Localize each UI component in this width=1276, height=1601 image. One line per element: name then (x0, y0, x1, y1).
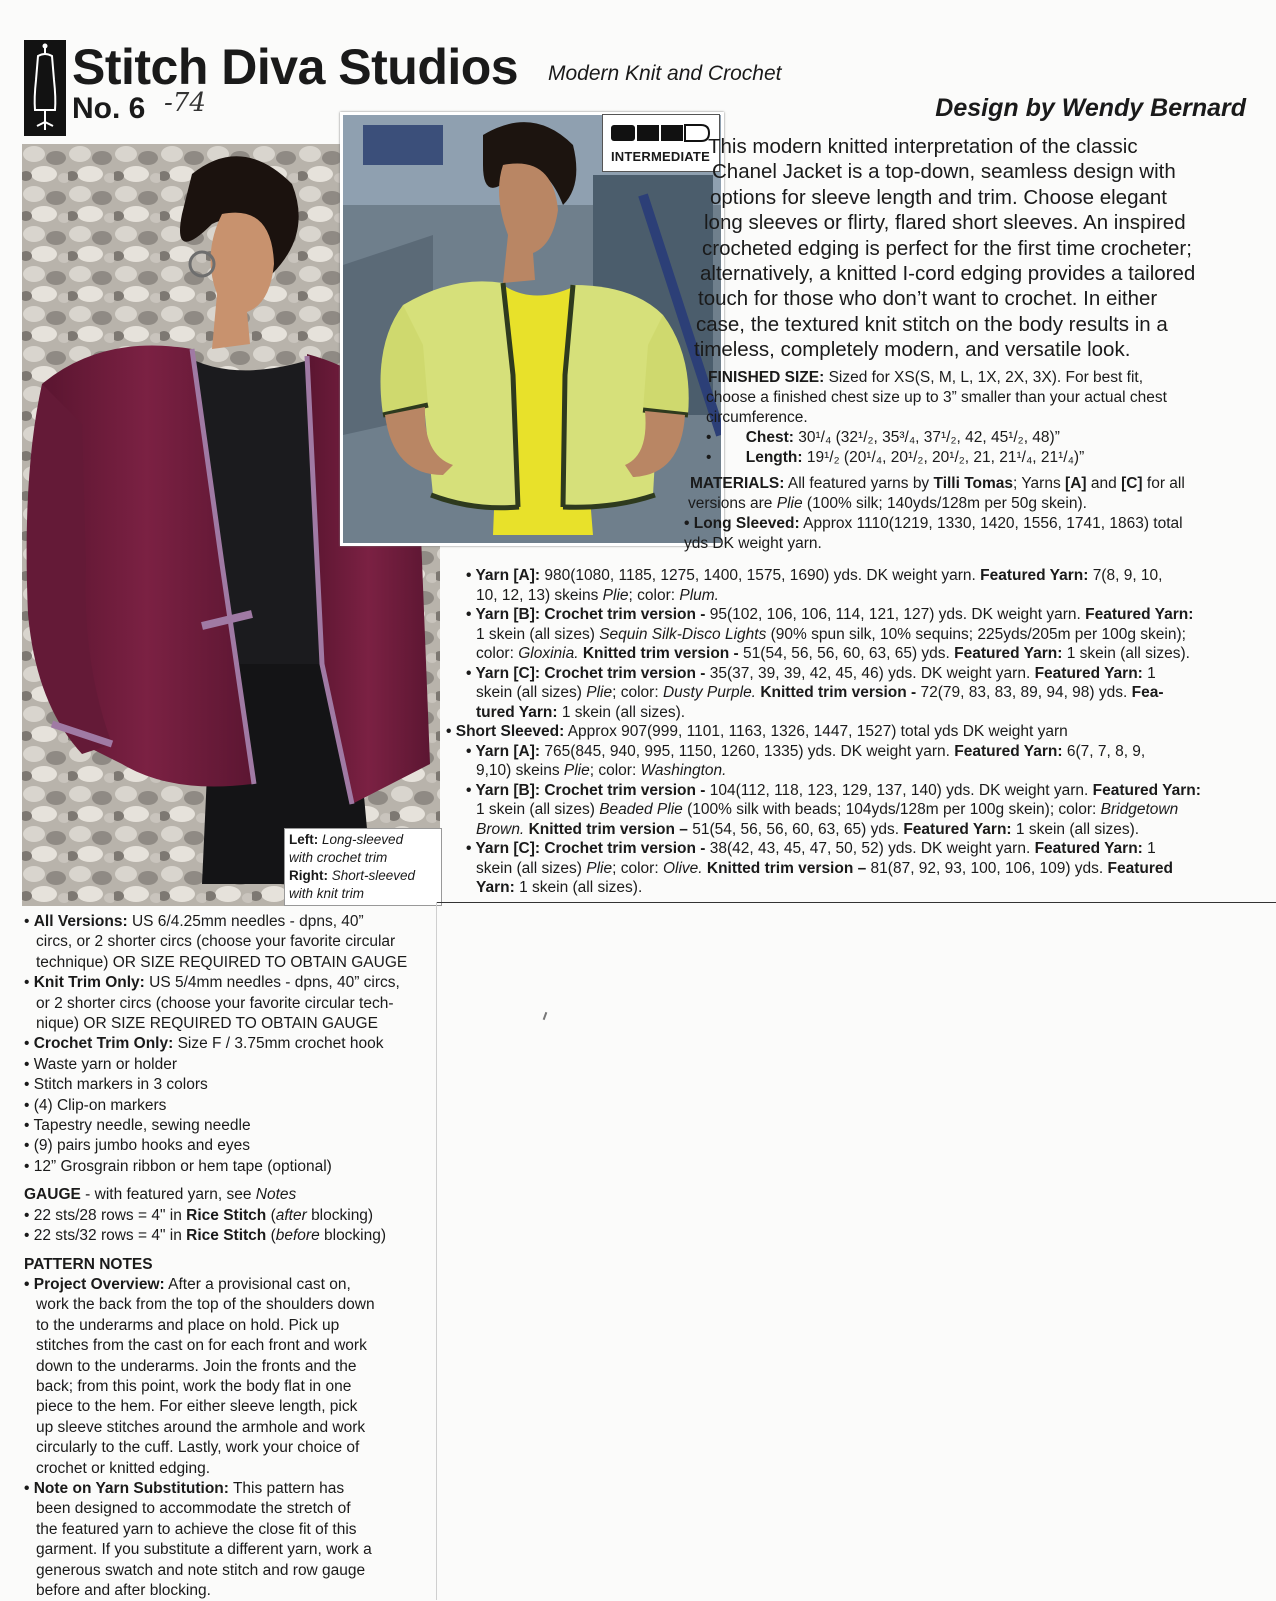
yarn-b-text: 104(112, 118, 123, 129, 137, 140) yds. DK weight yarn. (709, 781, 1089, 799)
intro-line: timeless, completely modern, and versatile look. (694, 338, 1131, 362)
materials-label: MATERIALS: (690, 475, 785, 492)
column-divider (436, 902, 437, 1600)
featured-yarn-label: Featured Yarn: (1085, 606, 1194, 623)
pattern-notes-heading: PATTERN NOTES (24, 1255, 153, 1273)
tool-item: • 12” Grosgrain ribbon or hem tape (optional) (24, 1157, 332, 1175)
featured-yarn-label: Fea- (1131, 684, 1164, 701)
yarn-color-label: ; color: (612, 859, 659, 877)
gauge-row: • 22 sts/32 rows = 4" in (24, 1227, 182, 1245)
finished-size-text-2: choose a finished chest size up to 3” smaller than your actual chest (706, 389, 1167, 406)
knitted-trim-yds: 51(54, 56, 56, 60, 63, 65) yds. (743, 645, 950, 662)
caption-left-text: Long-sleeved (322, 832, 404, 847)
length-value: 19¹/₂ (20¹/₄, 20¹/₂, 20¹/₂, 21, 21¹/₄, 21¹/₄)” (806, 449, 1085, 466)
handwritten-note: -74 (164, 88, 206, 118)
gauge-paren: ( (270, 1206, 276, 1224)
brand-title: Stitch Diva Studios (72, 39, 519, 95)
tool-item: • Waste yarn or holder (24, 1055, 178, 1073)
yarn-color: Olive. (662, 859, 703, 877)
yarn-name: Plie (586, 684, 613, 701)
yarn-name: Beaded Plie (599, 801, 683, 818)
note-line: back; from this point, work the body flat in one (36, 1377, 352, 1395)
note-line: garment. If you substitute a different yarn, work a (36, 1541, 372, 1559)
tool-text: US 6/4.25mm needles - dpns, 40” (131, 913, 364, 930)
yarn-a-skeins: 7(8, 9, 10, (1092, 567, 1163, 584)
yarn-b-skein: 1 skein (all sizes) (476, 801, 595, 818)
materials-text: versions are (688, 495, 773, 512)
yarn-color: Gloxinia. (518, 645, 579, 662)
yarn-name: Plie (586, 859, 613, 877)
section-divider (436, 902, 1276, 903)
note-line: work the back from the top of the shoulders down (36, 1296, 375, 1314)
long-sleeved-text-2: yds DK weight yarn. (684, 535, 822, 552)
featured-yarn-label: Yarn: (476, 879, 515, 896)
yarn-c-text: 35(37, 39, 39, 42, 45, 46) yds. DK weight yarn. (709, 664, 1031, 682)
gauge-text: - with featured yarn, see (85, 1186, 252, 1204)
intro-line: long sleeves or flirty, flared short sleeves. An inspired (704, 211, 1186, 235)
materials-section (446, 566, 1252, 898)
note-line: piece to the hem. For either sleeve length, pick (36, 1398, 358, 1416)
featured-yarn-label: Featured Yarn: (980, 567, 1089, 584)
long-sleeved-text: Approx 1110(1219, 1330, 1420, 1556, 1741, 1863) total (803, 515, 1183, 532)
knitted-trim-label: Knitted trim version – (528, 820, 688, 838)
gauge-paren: ( (270, 1227, 276, 1245)
note-line: generous swatch and note stitch and row gauge (36, 1561, 366, 1579)
yarn-a-label: • Yarn [A]: (466, 567, 541, 584)
featured-yarn-label: Featured Yarn: (954, 742, 1063, 760)
materials-yarn-c: [C] (1121, 475, 1143, 492)
length-label: Length: (745, 449, 803, 466)
tool-item: • Tapestry needle, sewing needle (24, 1117, 251, 1135)
yarn-b-spec: (100% silk with beads; 104yds/128m per 100g skein); color: (687, 801, 1097, 818)
knitted-trim-label: Knitted trim version - (582, 645, 739, 662)
stitch-name: Rice Stitch (186, 1206, 267, 1224)
logo-mannequin-icon (24, 40, 66, 136)
yarn-c-text: 38(42, 43, 45, 47, 50, 52) yds. DK weight yarn. (709, 840, 1031, 857)
tool-text: nique) OR SIZE REQUIRED TO OBTAIN GAUGE (36, 1015, 378, 1033)
skill-level-bars-icon (611, 123, 711, 143)
intro-line: This modern knitted interpretation of the classic (708, 135, 1138, 158)
stitch-name: Rice Stitch (186, 1227, 267, 1245)
gauge-when: after (275, 1206, 307, 1224)
featured-yarn-label: Featured Yarn: (1092, 781, 1201, 799)
knitted-trim-label: Knitted trim version – (706, 859, 867, 877)
featured-yarn-label: Featured Yarn: (1034, 840, 1143, 857)
note-line: This pattern has (232, 1479, 345, 1497)
finished-size-text-3: circumference. (706, 409, 808, 426)
note-line: crochet or knitted edging. (36, 1459, 211, 1477)
materials-text: for all (1146, 475, 1185, 492)
yarn-color-label: ; color: (612, 684, 659, 701)
yarn-a-skeins: 6(7, 7, 8, 9, (1066, 742, 1146, 760)
tool-item: • (4) Clip-on markers (24, 1096, 167, 1114)
yarn-c-skein: skein (all sizes) (476, 859, 582, 877)
gauge-label: GAUGE (24, 1186, 81, 1204)
yarn-color: Brown. (476, 820, 525, 838)
tool-text: technique) OR SIZE REQUIRED TO OBTAIN GAUGE (36, 953, 408, 971)
gauge-notes-ref: Notes (255, 1186, 297, 1204)
yarn-color: Dusty Purple. (662, 684, 756, 701)
chest-value: 30¹/₄ (32¹/₂, 35³/₄, 37¹/₂, 42, 45¹/₂, 48)” (798, 429, 1060, 446)
note-line: circularly to the cuff. Lastly, work your choice of (36, 1439, 360, 1457)
short-sleeved-label: • Short Sleeved: (446, 723, 565, 740)
yarn-c-label: • Yarn [C]: Crochet trim version - (466, 840, 706, 857)
materials-brand: Tilli Tomas (933, 475, 1014, 492)
yarn-b-label: • Yarn [B]: Crochet trim version - (466, 781, 706, 799)
yarn-color: Washington. (640, 762, 727, 779)
note-line: up sleeve stitches around the armhole and work (36, 1418, 366, 1436)
intro-line: crocheted edging is perfect for the first time crocheter; (702, 236, 1192, 260)
materials-plie: Plie (776, 495, 803, 512)
tool-label: Crochet Trim Only: (33, 1035, 174, 1053)
yarn-color: Plum. (679, 586, 719, 604)
note-line: After a provisional cast on, (168, 1275, 351, 1293)
long-sleeved-label: • Long Sleeved: (684, 515, 800, 532)
yarn-a-text: 980(1080, 1185, 1275, 1400, 1575, 1690) yds. DK weight yarn. (544, 567, 976, 584)
tools-and-notes-column: • All Versions: US 6/4.25mm needles - dpns, 40” circs, or 2 shorter circs (choose your favorite circular technique) OR SIZE REQUIRED TO OBTAIN GAUGE • Knit Trim Only: US 5/4mm needles - dpns, 40” circs, or 2 shorter circs (choose your favorite circular tech- nique) OR SIZE REQUIRED TO OBTAIN GAUGE • Crochet Trim Only: Size F / 3.75mm crochet hook • Waste yarn or holder • Stitch markers in 3 colors • (4) Clip-on markers • Tapestry needle, sewing needle • (9) pairs jumbo hooks and eyes • 12” Grosgrain ribbon or hem tape (optional) GAUGE - with featured yarn, see Notes • 22 sts/28 rows = 4" in Rice Stitch (after blocking) • 22 sts/32 rows = 4" in Rice Stitch (before blocking) PATTERN NOTES • Project Overview: After a provisional cast on, work the back from the top of the shoulders down to the underarms and place on hold. Pick up stitches from the cast on for each front and work down to the underarms. Join the fronts and the back; from this point, work the body flat in one piece to the hem. For either sleeve length, pick up sleeve stitches around the armhole and work circularly to the cuff. Lastly, work your choice of crochet or knitted edging. • Note on Yarn Substitution: This pattern has been designed to accommodate the stretch of the featured yarn to achieve the close fit of this garment. If you substitute a different yarn, work a generous swatch and note stitch and row gauge before and after blocking. (24, 912, 436, 1601)
note-line: been designed to accommodate the stretch of (36, 1500, 351, 1518)
knitted-trim-yds: 72(79, 83, 83, 89, 94, 98) yds. (920, 684, 1128, 701)
skein-count: 1 (1147, 664, 1156, 682)
yarn-a-skeins-2: 10, 12, 13) skeins (476, 586, 599, 604)
yarn-a-text: 765(845, 940, 995, 1150, 1260, 1335) yds. DK weight yarn. (544, 742, 950, 760)
note-line: stitches from the cast on for each front and work (36, 1337, 367, 1355)
caption-right-label: Right: (289, 868, 328, 883)
designer-byline: Design by Wendy Bernard (935, 94, 1246, 122)
yarn-name: Sequin Silk-Disco Lights (599, 625, 767, 643)
note-line: down to the underarms. Join the fronts and the (36, 1357, 357, 1375)
yarn-substitution-label: • Note on Yarn Substitution: (24, 1479, 229, 1497)
knitted-trim-yds: 51(54, 56, 56, 60, 63, 65) yds. (692, 820, 900, 838)
gauge-blocking: blocking) (324, 1227, 387, 1245)
intro-line: touch for those who don’t want to crochet. In either (698, 287, 1158, 311)
finished-size-section: FINISHED SIZE: Sized for XS(S, M, L, 1X, 2X, 3X). For best fit, choose a finished chest size up to 3” smaller than your actual chest circumference. • Chest: 30¹/₄ (32¹/₂, 35³/₄, 37¹/₂, 42, 45¹/₂, 48)” • Length: 19¹/₂ (20¹/₄, 20¹/₂, 20¹/₂, 21, 21¹/₄, 21¹/₄)” MATERIALS: All featured yarns by Tilli Tomas; Yarns [A] and [C] for all versions are Plie (100% silk; 140yds/128m per 50g skein). • Long Sleeved: Approx 1110(1219, 1330, 1420, 1556, 1741, 1863) total yds DK weight yarn. (690, 368, 1250, 554)
yarn-color-label: color: (476, 645, 514, 662)
skein-count: 1 skein (all sizes). (519, 879, 643, 896)
yarn-b-skein: 1 skein (all sizes) (476, 625, 595, 643)
skein-count: 1 skein (all sizes). (1066, 645, 1190, 662)
yarn-a-label: • Yarn [A]: (466, 742, 541, 760)
intro-line: options for sleeve length and trim. Choose elegant (710, 185, 1167, 209)
tool-item: • (9) pairs jumbo hooks and eyes (24, 1137, 250, 1155)
caption-right-text: Short-sleeved (331, 868, 416, 883)
chest-label: Chest: (745, 429, 794, 446)
materials-text: ; Yarns (1013, 475, 1061, 492)
finished-size-label: FINISHED SIZE: (708, 369, 825, 386)
gauge-row: • 22 sts/28 rows = 4" in (24, 1206, 182, 1224)
tool-text: US 5/4mm needles - dpns, 40” circs, (149, 974, 400, 992)
featured-yarn-label: Featured Yarn: (1034, 664, 1143, 682)
knitted-trim-label: Knitted trim version - (760, 684, 917, 701)
yarn-b-spec: (90% spun silk, 10% sequins; 225yds/205m per 100g skein); (770, 625, 1186, 643)
caption-right-text-2: with knit trim (289, 886, 365, 901)
intro-line: alternatively, a knitted I-cord edging provides a tailored (700, 262, 1196, 286)
photo-caption (284, 828, 442, 906)
brand-tagline: Modern Knit and Crochet (548, 62, 782, 85)
tool-text: Size F / 3.75mm crochet hook (177, 1035, 384, 1053)
yarn-color-label: ; color: (589, 762, 637, 779)
materials-text: All featured yarns by (787, 475, 930, 492)
intro-line: case, the textured knit stitch on the body results in a (696, 312, 1168, 336)
yarn-c-skein: skein (all sizes) (476, 684, 582, 701)
yarn-b-text: 95(102, 106, 106, 114, 121, 127) yds. DK weight yarn. (709, 606, 1081, 623)
note-line: the featured yarn to achieve the close fit of this (36, 1520, 357, 1538)
caption-left-text-2: with crochet trim (289, 850, 388, 865)
yarn-name: Plie (602, 586, 629, 604)
tool-text: or 2 shorter circs (choose your favorite circular tech- (36, 994, 394, 1012)
note-line: before and after blocking. (36, 1582, 211, 1599)
skill-level-label: INTERMEDIATE (611, 149, 710, 164)
note-line: to the underarms and place on hold. Pick up (36, 1316, 340, 1334)
tool-label: Knit Trim Only: (33, 974, 145, 992)
photo-short-sleeved-cardigan (340, 112, 724, 546)
skein-count: 1 (1147, 840, 1156, 857)
featured-yarn-label: tured Yarn: (476, 703, 558, 721)
featured-yarn-label: Featured Yarn: (903, 820, 1012, 838)
yarn-b-label: • Yarn [B]: Crochet trim version - (466, 606, 706, 623)
yarn-name: Plie (563, 762, 590, 779)
tool-label: All Versions: (33, 913, 128, 930)
yarn-c-label: • Yarn [C]: Crochet trim version - (466, 664, 706, 682)
featured-yarn-label: Featured Yarn: (954, 645, 1063, 662)
finished-size-text: Sized for XS(S, M, L, 1X, 2X, 3X). For best fit, (828, 369, 1143, 386)
materials-yarn-a: [A] (1065, 475, 1087, 492)
project-overview-label: • Project Overview: (24, 1275, 165, 1293)
featured-yarn-label: Featured (1107, 859, 1173, 877)
yarn-color-label: ; color: (628, 586, 676, 604)
gauge-when: before (275, 1227, 320, 1245)
skein-count: 1 skein (all sizes). (561, 703, 686, 721)
intro-paragraph (694, 134, 1266, 363)
materials-text: and (1090, 475, 1117, 492)
paper-speck (543, 1012, 548, 1020)
issue-number: No. 6 (72, 92, 146, 125)
skein-count: 1 skein (all sizes). (1015, 820, 1140, 838)
knitted-trim-yds: 81(87, 92, 93, 100, 106, 109) yds. (870, 859, 1104, 877)
caption-left-label: Left: (289, 832, 319, 847)
short-sleeved-text: Approx 907(999, 1101, 1163, 1326, 1447, 1527) total yds DK weight yarn (567, 723, 1068, 740)
gauge-blocking: blocking) (311, 1206, 374, 1224)
yarn-a-skeins-2: 9,10) skeins (476, 762, 560, 779)
tool-text: circs, or 2 shorter circs (choose your favorite circular (36, 933, 396, 951)
yarn-color: Bridgetown (1100, 801, 1179, 818)
materials-text: (100% silk; 140yds/128m per 50g skein). (806, 495, 1087, 512)
intro-line: Chanel Jacket is a top-down, seamless design with (712, 160, 1176, 184)
tool-item: • Stitch markers in 3 colors (24, 1076, 208, 1094)
skill-level-badge (602, 114, 720, 172)
